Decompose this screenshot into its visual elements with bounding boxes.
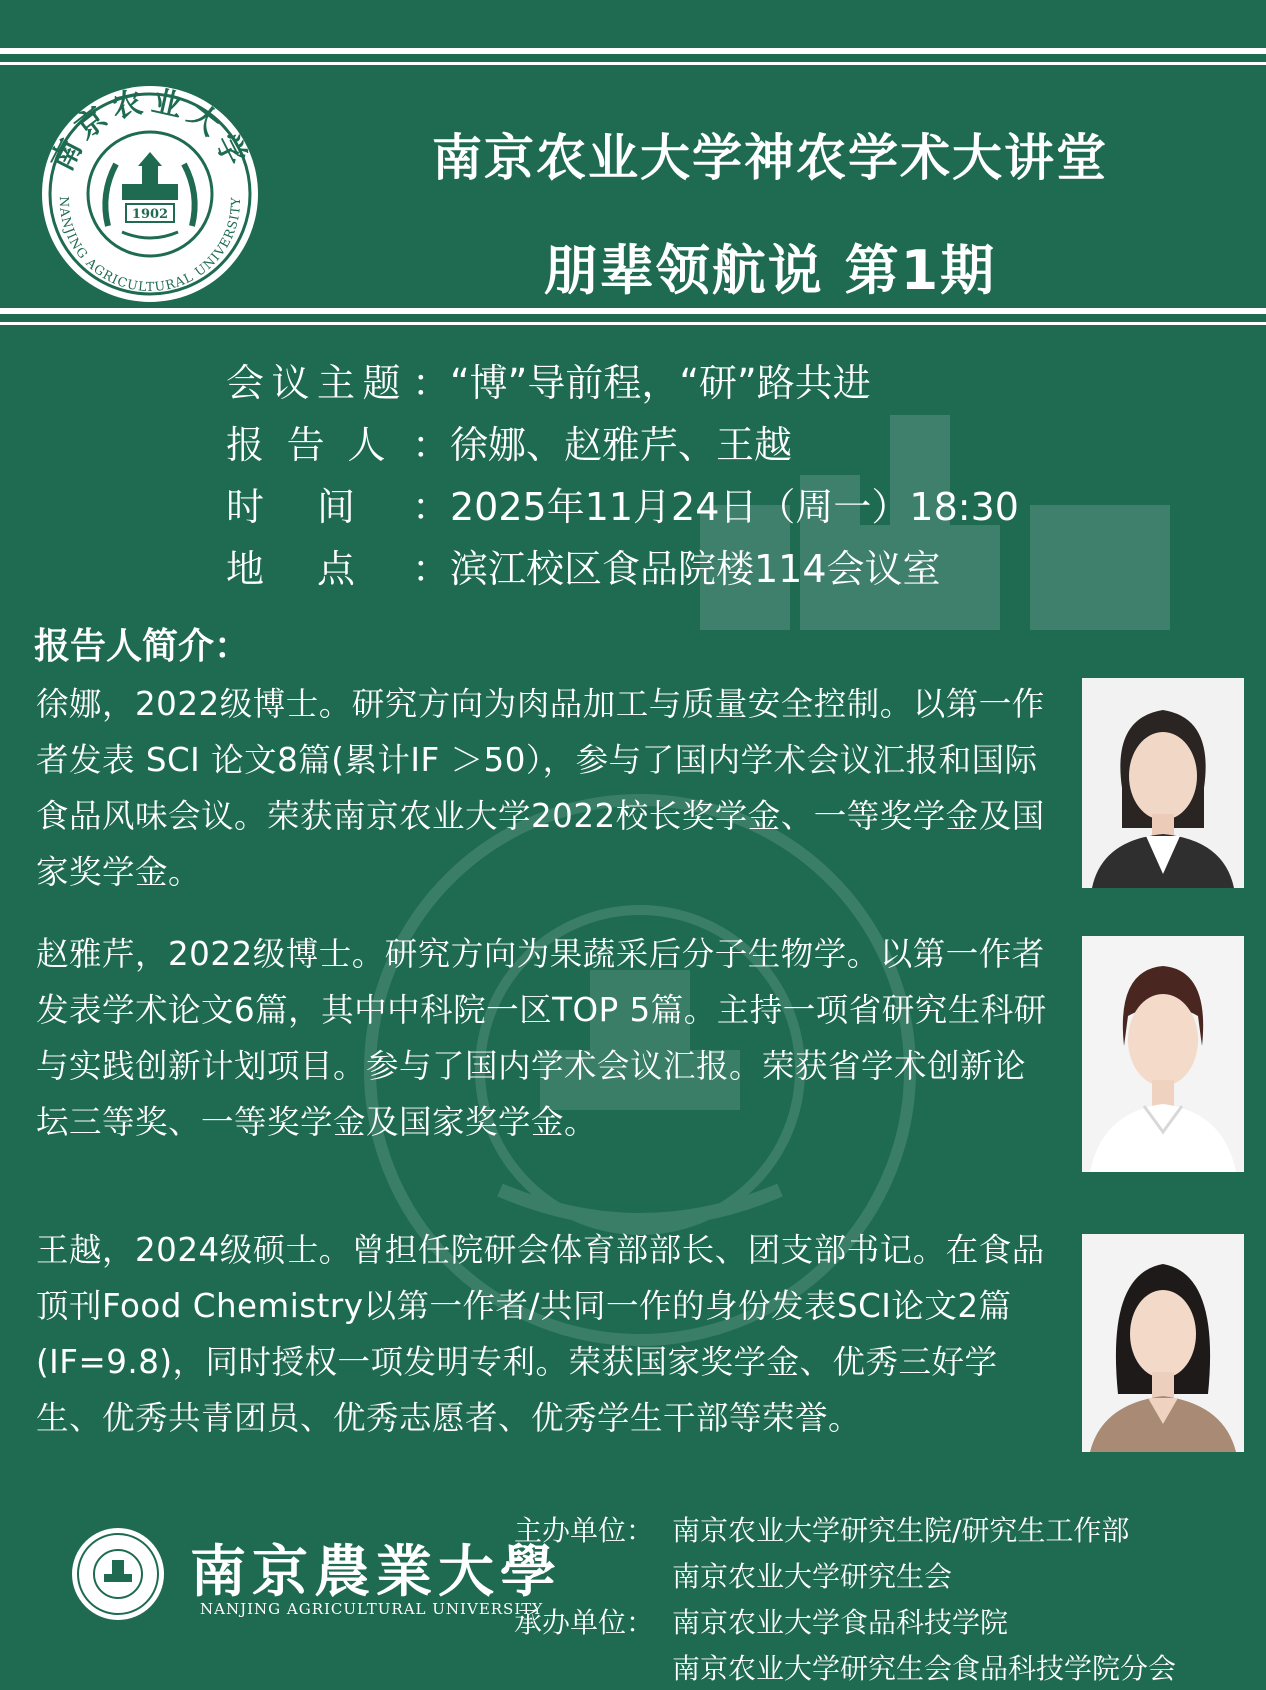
poster-subtitle: 朋辈领航说 第1期 bbox=[543, 239, 997, 302]
speaker-bio-wang-yue: 王越，2024级硕士。曾担任院研会体育部部长、团支部书记。在食品顶刊Food Chemistry以第一作者/共同一作的身份发表SCI论文2篇(IF=9.8)，同时授权一项发明专利。荣获国家奖学金、优秀三好学生、优秀共青团员、优秀志愿者、优秀学生干部等荣誉。 bbox=[36, 1231, 1045, 1437]
host-unit: 南京农业大学研究生会 bbox=[672, 1560, 953, 1593]
meeting-info bbox=[226, 352, 1019, 600]
speaker-photo-wang-yue bbox=[1082, 1234, 1244, 1452]
host-units-label: 主办单位： bbox=[514, 1514, 655, 1547]
speaker-photo-xu-na bbox=[1082, 678, 1244, 888]
seal-year: 1902 bbox=[131, 207, 169, 222]
seal-english-name: NANJING AGRICULTURAL UNIVERSITY bbox=[56, 196, 244, 295]
footer-university-wordmark: 南京農業大學 bbox=[190, 1539, 562, 1605]
meeting-speakers-value: 徐娜、赵雅芹、王越 bbox=[450, 423, 793, 467]
speaker-photo-zhao-yaqin bbox=[1082, 936, 1244, 1172]
organizer-unit: 南京农业大学研究生会食品科技学院分会 bbox=[672, 1652, 1177, 1685]
speaker-bio-xu-na: 徐娜，2022级博士。研究方向为肉品加工与质量安全控制。以第一作者发表 SCI 论文8篇(累计IF ＞50），参与了国内学术会议汇报和国际食品风味会议。荣获南京农业大学2022校长奖学金、一等奖学金及国家奖学金。 bbox=[36, 685, 1045, 891]
host-unit: 南京农业大学研究生院/研究生工作部 bbox=[672, 1514, 1130, 1547]
seal-chinese-name: 南京农业大学 bbox=[44, 83, 256, 177]
meeting-time-row bbox=[226, 476, 1019, 538]
footer-seal-logo bbox=[70, 1526, 166, 1622]
meeting-topic-row bbox=[226, 352, 1019, 414]
organizer-units-label: 承办单位： bbox=[514, 1606, 655, 1639]
footer-university-english-name: NANJING AGRICULTURAL UNIVERSITY bbox=[200, 1600, 544, 1618]
host-units bbox=[514, 1508, 1129, 1600]
meeting-topic-label: 会 议 主 题 ： bbox=[226, 361, 450, 405]
meeting-location-value: 滨江校区食品院楼114会议室 bbox=[450, 547, 941, 591]
university-seal-logo bbox=[30, 76, 270, 306]
portrait-icon bbox=[1082, 1234, 1244, 1452]
portrait-icon bbox=[1082, 936, 1244, 1172]
header-bottom-rule bbox=[0, 308, 1266, 314]
meeting-topic-value: “博”导前程，“研”路共进 bbox=[450, 361, 871, 405]
header-top-rule bbox=[0, 48, 1266, 54]
organizer-units bbox=[514, 1600, 1176, 1690]
header-bottom-thin-rule bbox=[0, 322, 1266, 325]
meeting-speakers-label: 报 告 人 ： bbox=[226, 423, 450, 467]
meeting-location-row bbox=[226, 538, 1019, 600]
poster-title: 南京农业大学神农学术大讲堂 bbox=[432, 129, 1108, 187]
speaker-intro-heading: 报告人简介： bbox=[34, 626, 251, 667]
header-top-thin-rule bbox=[0, 62, 1266, 65]
meeting-speakers-row bbox=[226, 414, 1019, 476]
portrait-icon bbox=[1082, 678, 1244, 888]
meeting-location-label: 地 点 ： bbox=[226, 547, 450, 591]
speaker-bio-zhao-yaqin: 赵雅芹，2022级博士。研究方向为果蔬采后分子生物学。以第一作者发表学术论文6篇，其中中科院一区TOP 5篇。主持一项省研究生科研与实践创新计划项目。参与了国内学术会议汇报。荣获省学术创新论坛三等奖、一等奖学金及国家奖学金。 bbox=[36, 935, 1047, 1141]
meeting-time-label: 时 间 ： bbox=[226, 485, 450, 529]
meeting-time-value: 2025年11月24日（周一）18:30 bbox=[450, 485, 1019, 529]
organizer-unit: 南京农业大学食品科技学院 bbox=[672, 1606, 1009, 1639]
